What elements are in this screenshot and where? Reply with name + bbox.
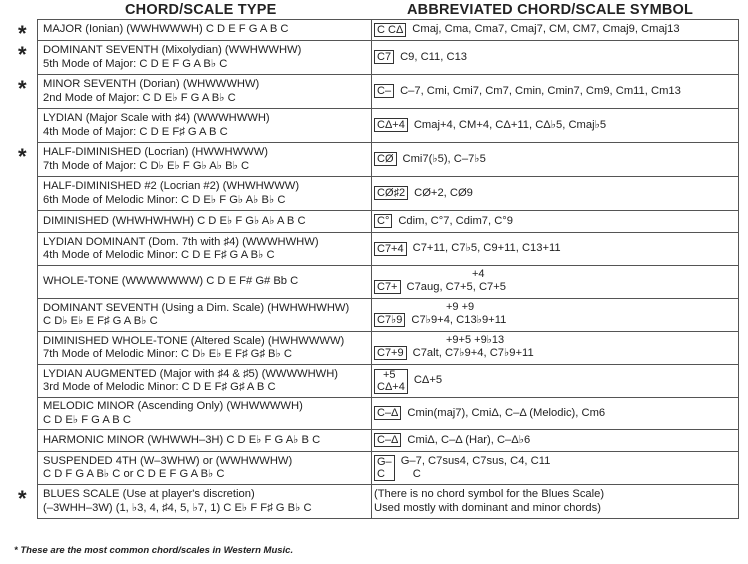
abbreviations-line: CmiΔ, C–Δ (Har), C–Δ♭6	[407, 433, 531, 446]
abbreviations-line: Cmi7(♭5), C–7♭5	[402, 152, 486, 165]
scale-name: MAJOR (Ionian) (WWHWWWH) C D E F G A B C	[43, 23, 289, 36]
chord-scale-type-cell	[38, 299, 372, 332]
scale-notes: C D F G A B♭ C or C D E F G A B♭ C	[43, 468, 225, 480]
scale-notes: 4th Mode of Major: C D E F♯ G A B C	[43, 125, 228, 138]
chord-symbol-box	[374, 152, 397, 166]
chord-scale-type-cell	[38, 75, 372, 109]
scale-notes: 6th Mode of Melodic Minor: C D E♭ F G♭ A♭ B♭ C	[43, 193, 286, 206]
most-common-star-icon: *	[18, 42, 27, 67]
chord-symbol-box	[374, 433, 401, 447]
scale-name: SUSPENDED 4TH (W–3WHW) or (WWHWWHW)	[43, 454, 293, 467]
chord-scale-type-cell	[38, 452, 372, 485]
chord-scale-type-cell	[38, 430, 372, 452]
abbreviations-text	[414, 119, 606, 133]
chord-symbol-box	[374, 369, 408, 394]
scale-name: HALF-DIMINISHED #2 (Locrian #2) (WHWHWWW)	[43, 180, 300, 192]
abbreviations-line: C7♭9+4, C13♭9+11	[411, 313, 507, 326]
chord-scale-type-cell	[38, 41, 372, 75]
chord-scale-type-cell	[38, 143, 372, 177]
most-common-star-icon: *	[18, 486, 27, 511]
scale-name: DIMINISHED WHOLE-TONE (Altered Scale) (HWHWWWW)	[43, 334, 345, 347]
scale-notes: 7th Mode of Major: C D♭ E♭ F G♭ A♭ B♭ C	[43, 159, 250, 172]
abbreviations-line: C–7, Cmi, Cmi7, Cm7, Cmin, Cmin7, Cm9, Cm11, Cm13	[400, 84, 681, 97]
abbreviations-text	[411, 314, 506, 328]
abbreviation-cell	[372, 177, 739, 211]
abbreviations-text	[398, 215, 513, 229]
chord-scale-type-cell	[38, 485, 372, 519]
superscript-extensions: +9 +9	[446, 301, 475, 314]
symbol-text: C CΔ	[377, 23, 404, 36]
abbreviation-cell	[372, 41, 739, 75]
abbreviations-text	[400, 51, 467, 65]
symbol-text: C7♭9	[377, 314, 403, 327]
table-row	[38, 398, 739, 430]
abbreviations-text	[401, 455, 551, 482]
chord-symbol-box	[374, 84, 394, 98]
abbreviation-cell	[372, 233, 739, 266]
chord-symbol-box	[374, 313, 405, 327]
table-row	[38, 233, 739, 266]
scale-name: MINOR SEVENTH (Dorian) (WHWWWHW)	[43, 78, 260, 90]
table-row	[38, 332, 739, 365]
table-row	[38, 365, 739, 398]
chord-scale-type-cell	[38, 109, 372, 143]
table-row	[38, 143, 739, 177]
chord-symbol-box	[374, 118, 408, 132]
abbreviation-cell	[372, 266, 739, 299]
abbreviation-cell	[372, 109, 739, 143]
table-row	[38, 109, 739, 143]
abbreviations-line: CΔ+5	[413, 374, 443, 387]
abbreviations-line: (There is no chord symbol for the Blues Scale)	[374, 488, 605, 500]
abbreviations-text	[400, 85, 681, 99]
abbreviations-text	[407, 434, 530, 448]
table-row	[38, 75, 739, 109]
symbol-text: CØ♯2	[377, 187, 406, 200]
abbreviations-line: Cdim, C°7, Cdim7, C°9	[398, 214, 513, 227]
scale-notes: 5th Mode of Major: C D E F G A B♭ C	[43, 57, 228, 70]
chord-symbol-box	[374, 455, 395, 481]
abbreviations-text	[414, 374, 442, 388]
abbreviations-line-2: C	[412, 468, 421, 480]
scale-name: BLUES SCALE (Use at player's discretion)	[43, 488, 255, 500]
table-row	[38, 266, 739, 299]
symbol-text: C–	[377, 85, 392, 98]
table-row	[38, 299, 739, 332]
symbol-text: C7	[377, 51, 392, 64]
footnote: * These are the most common chord/scales in Western Music.	[14, 545, 294, 556]
abbreviation-cell	[372, 452, 739, 485]
scale-name: LYDIAN DOMINANT (Dom. 7th with ♯4) (WWWHWHW)	[43, 235, 319, 248]
most-common-star-icon: *	[18, 76, 27, 101]
abbreviations-text	[412, 23, 679, 37]
abbreviations-line: C7alt, C7♭9+4, C7♭9+11	[412, 346, 534, 359]
abbreviations-line-2: Used mostly with dominant and minor chords)	[374, 501, 601, 514]
symbol-text: C–Δ	[377, 434, 399, 447]
abbreviations-text	[407, 281, 507, 295]
table-row	[38, 452, 739, 485]
abbreviation-cell	[372, 398, 739, 430]
symbol-text: CΔ+4	[377, 119, 405, 132]
abbreviations-line: G–7, C7sus4, C7sus, C4, C11	[400, 454, 551, 467]
chord-symbol-box	[374, 23, 406, 37]
scale-name: LYDIAN (Major Scale with ♯4) (WWWHWWH)	[43, 112, 270, 124]
abbreviations-text	[413, 347, 534, 361]
abbreviation-cell	[372, 75, 739, 109]
abbreviations-text	[407, 407, 605, 421]
table-row	[38, 485, 739, 519]
symbol-text: CØ	[377, 153, 394, 166]
abbreviations-text	[374, 488, 604, 515]
abbreviations-text	[414, 187, 473, 201]
scale-name: HALF-DIMINISHED (Locrian) (HWWHWWW)	[43, 146, 268, 158]
abbreviations-line: C7+11, C7♭5, C9+11, C13+11	[412, 242, 561, 254]
chord-symbol-box	[374, 242, 407, 256]
table-row	[38, 20, 739, 41]
chord-scale-type-cell	[38, 266, 372, 299]
scale-notes: C D♭ E♭ E F♯ G A B♭ C	[43, 315, 158, 327]
symbol-text: C7+	[377, 281, 398, 294]
table-row	[38, 41, 739, 75]
table-row	[38, 177, 739, 211]
chord-symbol-box	[374, 406, 401, 420]
table-row	[38, 430, 739, 452]
chord-symbol-box	[374, 50, 394, 64]
chord-scale-type-cell	[38, 398, 372, 430]
symbol-superscript: +5	[383, 368, 396, 381]
scale-name: WHOLE-TONE (WWWWWWW) C D E F# G# Bb C	[43, 275, 299, 288]
chord-symbol-box	[374, 346, 407, 360]
abbreviations-line: Cmaj+4, CM+4, CΔ+11, CΔ♭5, Cmaj♭5	[413, 118, 607, 131]
scale-notes: (–3WHH–3W) (1, ♭3, 4, ♯4, 5, ♭7, 1) C E♭ F F♯ G B♭ C	[43, 501, 312, 514]
chord-symbol-box	[374, 280, 401, 294]
abbreviation-cell	[372, 430, 739, 452]
scale-name: LYDIAN AUGMENTED (Major with ♯4 & ♯5) (WWWWHWH)	[43, 367, 339, 380]
chord-scale-type-cell	[38, 177, 372, 211]
header-chord-scale-type: CHORD/SCALE TYPE	[125, 2, 277, 18]
chord-scale-type-cell	[38, 211, 372, 233]
abbreviations-line: Cmin(maj7), CmiΔ, C–Δ (Melodic), Cm6	[407, 406, 606, 419]
scale-notes: 7th Mode of Melodic Minor: C D♭ E♭ E F♯ G♯ B♭ C	[43, 348, 292, 360]
scale-name: DOMINANT SEVENTH (Mixolydian) (WWHWWHW)	[43, 44, 302, 56]
chord-scale-type-cell	[38, 20, 372, 41]
abbreviation-cell	[372, 332, 739, 365]
symbol-text: C°	[377, 215, 390, 228]
chord-scale-type-cell	[38, 332, 372, 365]
abbreviations-line: C9, C11, C13	[400, 50, 468, 63]
symbol-text: C–Δ	[377, 407, 399, 420]
scale-name: DOMINANT SEVENTH (Using a Dim. Scale) (HWHWHWHW)	[43, 301, 350, 314]
table-row	[38, 211, 739, 233]
scale-name: HARMONIC MINOR (WHWWH–3H) C D E♭ F G A♭ B C	[43, 433, 321, 446]
most-common-star-icon: *	[18, 144, 27, 169]
scale-notes: C D E♭ F G A B C	[43, 413, 131, 426]
chord-scale-type-cell	[38, 365, 372, 398]
abbreviations-line: C7aug, C7+5, C7+5	[406, 280, 507, 293]
abbreviation-cell	[372, 211, 739, 233]
chord-scale-type-cell	[38, 233, 372, 266]
scale-name: MELODIC MINOR (Ascending Only) (WHWWWWH)	[43, 400, 303, 412]
symbol-text: C7+9	[377, 347, 404, 360]
abbreviation-cell	[372, 485, 739, 519]
header-abbreviated-symbol: ABBREVIATED CHORD/SCALE SYMBOL	[407, 2, 694, 18]
chord-scale-table	[37, 19, 739, 519]
abbreviation-cell	[372, 299, 739, 332]
superscript-extensions: +9+5 +9♭13	[446, 334, 505, 347]
scale-notes: 2nd Mode of Major: C D E♭ F G A B♭ C	[43, 91, 236, 104]
scale-notes: 3rd Mode of Melodic Minor: C D E F♯ G♯ A B C	[43, 381, 276, 393]
scale-name: DIMINISHED (WHWHWHWH) C D E♭ F G♭ A♭ A B C	[43, 214, 306, 227]
scale-notes: 4th Mode of Melodic Minor: C D E F♯ G A B♭ C	[43, 249, 275, 261]
most-common-star-icon: *	[18, 21, 27, 46]
abbreviations-line: CØ+2, CØ9	[414, 186, 473, 199]
chord-symbol-box	[374, 214, 392, 228]
abbreviations-text	[413, 242, 561, 256]
abbreviation-cell	[372, 20, 739, 41]
abbreviations-line: Cmaj, Cma, Cma7, Cmaj7, CM, CM7, Cmaj9, Cmaj13	[412, 23, 680, 35]
symbol-text: C7+4	[377, 242, 404, 255]
symbol-text: G– C	[377, 456, 392, 480]
chord-symbol-box	[374, 186, 408, 200]
abbreviation-cell	[372, 365, 739, 398]
abbreviation-cell	[372, 143, 739, 177]
symbol-text: CΔ+4	[377, 380, 405, 393]
abbreviations-text	[403, 153, 486, 167]
superscript-extensions: +4	[472, 268, 485, 281]
